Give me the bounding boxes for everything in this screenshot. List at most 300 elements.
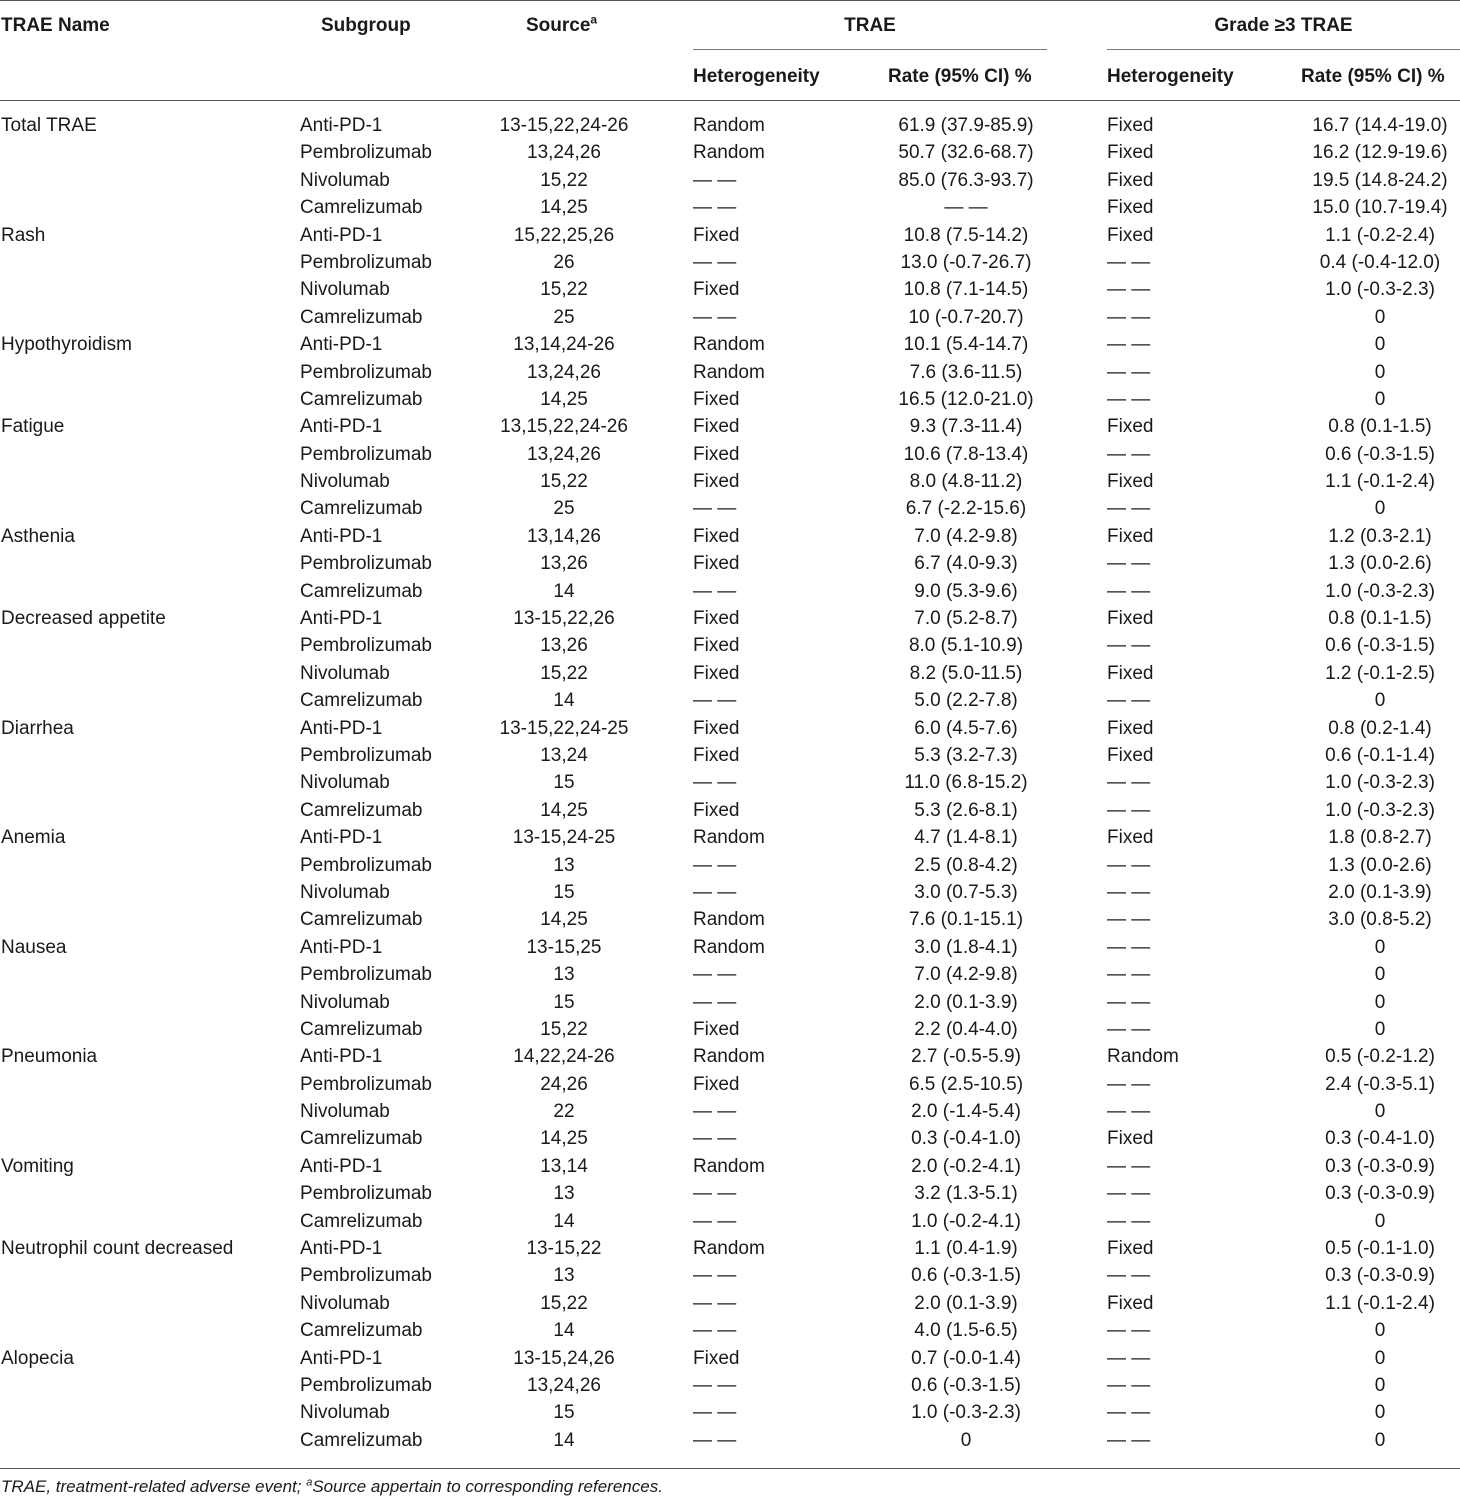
cell-trae-name: Total TRAE: [1, 115, 97, 136]
cell-subgroup: Camrelizumab: [300, 1018, 423, 1040]
cell-subgroup: Camrelizumab: [300, 799, 423, 821]
cell-subgroup: Camrelizumab: [300, 690, 423, 712]
table-row: [0, 167, 1460, 194]
cell-grade3-heterogeneity: Fixed: [1107, 662, 1154, 684]
header-trae-group: TRAE: [844, 15, 896, 36]
table-row: [0, 1071, 1460, 1098]
cell-trae-rate: 1.0 (-0.3-2.3): [911, 1402, 1021, 1424]
table-row: [0, 906, 1460, 933]
cell-trae-heterogeneity: — —: [693, 964, 737, 986]
cell-source: 13,14,26: [527, 525, 601, 547]
table-row: [0, 249, 1460, 276]
table-row: [0, 742, 1460, 769]
cell-trae-name: Vomiting: [1, 1155, 74, 1177]
cell-grade3-heterogeneity: — —: [1107, 553, 1151, 575]
cell-trae-rate: 3.0 (1.8-4.1): [914, 936, 1018, 958]
cell-grade3-rate: 0: [1374, 991, 1386, 1013]
table-footnote: [1, 1475, 663, 1499]
cell-grade3-heterogeneity: — —: [1107, 443, 1151, 465]
cell-trae-rate: 3.0 (0.7-5.3): [914, 881, 1018, 903]
cell-subgroup: Anti-PD-1: [300, 224, 383, 246]
cell-source: 13: [553, 1183, 575, 1205]
table-row: [0, 495, 1460, 522]
table-row: [0, 769, 1460, 796]
cell-source: 13,14,24-26: [513, 334, 615, 356]
cell-trae-heterogeneity: — —: [693, 1128, 737, 1150]
cell-source: 13: [553, 964, 575, 986]
cell-grade3-rate: 2.4 (-0.3-5.1): [1325, 1073, 1435, 1095]
cell-grade3-rate: 2.0 (0.1-3.9): [1328, 881, 1432, 903]
table-row: [0, 1290, 1460, 1317]
table-bottom-rule: [0, 1468, 1460, 1469]
cell-grade3-heterogeneity: — —: [1107, 279, 1151, 301]
cell-trae-rate: 1.1 (0.4-1.9): [914, 1238, 1018, 1260]
cell-grade3-heterogeneity: Fixed: [1107, 608, 1154, 630]
cell-subgroup: Anti-PD-1: [300, 334, 383, 356]
cell-source: 13-15,25: [526, 936, 602, 958]
table-row: [0, 632, 1460, 659]
cell-trae-rate: 8.2 (5.0-11.5): [909, 662, 1023, 684]
table-row: [0, 1372, 1460, 1399]
header-source-superscript: a: [590, 12, 598, 27]
cell-trae-rate: 5.3 (2.6-8.1): [914, 799, 1018, 821]
cell-grade3-heterogeneity: — —: [1107, 1101, 1151, 1123]
cell-subgroup: Anti-PD-1: [300, 936, 383, 958]
table-row: [0, 441, 1460, 468]
cell-trae-rate: 6.7 (4.0-9.3): [914, 553, 1018, 575]
cell-trae-rate: 9.3 (7.3-11.4): [909, 416, 1023, 438]
cell-grade3-rate: 0.3 (-0.3-0.9): [1325, 1265, 1435, 1287]
cell-grade3-heterogeneity: — —: [1107, 1374, 1151, 1396]
cell-grade3-heterogeneity: — —: [1107, 334, 1151, 356]
cell-trae-heterogeneity: Fixed: [693, 1347, 740, 1369]
table-row: [0, 139, 1460, 166]
cell-trae-heterogeneity: Fixed: [693, 525, 740, 547]
cell-trae-heterogeneity: Fixed: [693, 1073, 740, 1095]
cell-grade3-heterogeneity: — —: [1107, 1320, 1151, 1342]
cell-trae-rate: 0.6 (-0.3-1.5): [911, 1374, 1021, 1396]
cell-grade3-heterogeneity: — —: [1107, 1347, 1151, 1369]
cell-subgroup: Camrelizumab: [300, 1429, 423, 1451]
table-row: [0, 331, 1460, 358]
table-row: [0, 1016, 1460, 1043]
cell-trae-rate: 10.1 (5.4-14.7): [903, 334, 1029, 356]
cell-trae-heterogeneity: Random: [693, 827, 765, 849]
cell-grade3-rate: 0.8 (0.1-1.5): [1328, 416, 1432, 438]
cell-grade3-heterogeneity: Fixed: [1107, 471, 1154, 493]
cell-grade3-rate: 0: [1374, 1374, 1386, 1396]
cell-source: 13,24,26: [527, 1374, 601, 1396]
cell-source: 14: [553, 1429, 575, 1451]
table-row: [0, 1345, 1460, 1372]
table-row: [0, 222, 1460, 249]
cell-trae-rate: 3.2 (1.3-5.1): [914, 1183, 1018, 1205]
cell-source: 15,22: [540, 662, 588, 684]
cell-trae-heterogeneity: — —: [693, 1183, 737, 1205]
cell-trae-heterogeneity: Fixed: [693, 1018, 740, 1040]
cell-grade3-heterogeneity: — —: [1107, 936, 1151, 958]
cell-grade3-rate: 16.2 (12.9-19.6): [1312, 142, 1448, 164]
cell-grade3-heterogeneity: — —: [1107, 1265, 1151, 1287]
table-row: [0, 687, 1460, 714]
cell-subgroup: Pembrolizumab: [300, 854, 432, 876]
cell-trae-heterogeneity: — —: [693, 772, 737, 794]
cell-trae-name: Decreased appetite: [1, 608, 166, 630]
cell-source: 13,14: [540, 1155, 588, 1177]
cell-trae-name: Fatigue: [1, 416, 65, 438]
cell-grade3-heterogeneity: — —: [1107, 1210, 1151, 1232]
cell-grade3-rate: 1.3 (0.0-2.6): [1328, 854, 1432, 876]
cell-grade3-rate: 1.1 (-0.1-2.4): [1325, 1292, 1435, 1314]
cell-trae-rate: 13.0 (-0.7-26.7): [900, 251, 1032, 273]
cell-grade3-heterogeneity: — —: [1107, 690, 1151, 712]
cell-source: 13-15,24-25: [512, 827, 616, 849]
cell-trae-heterogeneity: — —: [693, 1210, 737, 1232]
cell-subgroup: Pembrolizumab: [300, 553, 432, 575]
cell-trae-heterogeneity: — —: [693, 251, 737, 273]
cell-grade3-rate: 0: [1374, 1347, 1386, 1369]
cell-grade3-rate: 1.8 (0.8-2.7): [1328, 827, 1432, 849]
cell-grade3-rate: 0.3 (-0.3-0.9): [1325, 1155, 1435, 1177]
cell-source: 26: [553, 251, 575, 273]
table-row: [0, 989, 1460, 1016]
cell-source: 13,24,26: [527, 142, 601, 164]
cell-trae-heterogeneity: Fixed: [693, 279, 740, 301]
cell-trae-rate: 6.0 (4.5-7.6): [914, 717, 1018, 739]
cell-source: 14,22,24-26: [513, 1046, 615, 1068]
cell-trae-heterogeneity: Fixed: [693, 443, 740, 465]
cell-subgroup: Camrelizumab: [300, 197, 423, 219]
table-row: [0, 359, 1460, 386]
cell-trae-heterogeneity: — —: [693, 1101, 737, 1123]
cell-subgroup: Pembrolizumab: [300, 251, 432, 273]
header-trae-name: TRAE Name: [1, 15, 110, 36]
cell-grade3-rate: 0: [1374, 498, 1386, 520]
cell-subgroup: Nivolumab: [300, 279, 390, 301]
cell-trae-heterogeneity: — —: [693, 854, 737, 876]
cell-grade3-heterogeneity: — —: [1107, 881, 1151, 903]
table-row: [0, 550, 1460, 577]
table-row: [0, 523, 1460, 550]
table-row: [0, 961, 1460, 988]
header-grade3-group: Grade ≥3 TRAE: [1214, 15, 1353, 36]
cell-subgroup: Pembrolizumab: [300, 1374, 432, 1396]
cell-trae-heterogeneity: Fixed: [693, 799, 740, 821]
cell-trae-heterogeneity: Random: [693, 115, 765, 136]
cell-grade3-heterogeneity: Fixed: [1107, 525, 1154, 547]
cell-trae-name: Nausea: [1, 936, 67, 958]
cell-source: 13-15,22,26: [513, 608, 615, 630]
cell-trae-rate: 5.0 (2.2-7.8): [914, 690, 1018, 712]
cell-grade3-rate: 1.1 (-0.2-2.4): [1325, 224, 1435, 246]
table-row: [0, 112, 1460, 139]
cell-grade3-heterogeneity: — —: [1107, 964, 1151, 986]
cell-subgroup: Camrelizumab: [300, 1128, 423, 1150]
cell-trae-rate: 10.6 (7.8-13.4): [903, 443, 1029, 465]
cell-trae-heterogeneity: — —: [693, 1292, 737, 1314]
cell-subgroup: Pembrolizumab: [300, 635, 432, 657]
cell-trae-rate: 6.7 (-2.2-15.6): [905, 498, 1027, 520]
cell-source: 22: [553, 1101, 575, 1123]
cell-source: 25: [553, 306, 575, 328]
table-row: [0, 1235, 1460, 1262]
header-subgroup: Subgroup: [321, 15, 411, 36]
cell-source: 13,24,26: [527, 361, 601, 383]
cell-source: 15: [553, 991, 575, 1013]
cell-grade3-heterogeneity: — —: [1107, 1402, 1151, 1424]
cell-source: 14,25: [540, 197, 588, 219]
cell-trae-rate: 61.9 (37.9-85.9): [898, 115, 1034, 136]
cell-source: 24,26: [540, 1073, 588, 1095]
cell-subgroup: Anti-PD-1: [300, 1347, 383, 1369]
header-source: [526, 14, 597, 38]
cell-source: 13-15,22,24-26: [499, 115, 629, 136]
cell-trae-heterogeneity: Random: [693, 909, 765, 931]
table-row: [0, 1208, 1460, 1235]
cell-subgroup: Anti-PD-1: [300, 1046, 383, 1068]
table-row: [0, 276, 1460, 303]
cell-trae-rate: 10.8 (7.1-14.5): [903, 279, 1029, 301]
cell-grade3-heterogeneity: — —: [1107, 1429, 1151, 1451]
cell-grade3-heterogeneity: Fixed: [1107, 115, 1154, 136]
cell-trae-rate: 2.5 (0.8-4.2): [914, 854, 1018, 876]
cell-trae-name: Hypothyroidism: [1, 334, 132, 356]
cell-trae-heterogeneity: Random: [693, 361, 765, 383]
cell-grade3-heterogeneity: — —: [1107, 854, 1151, 876]
cell-grade3-heterogeneity: Fixed: [1107, 744, 1154, 766]
cell-grade3-heterogeneity: Fixed: [1107, 142, 1154, 164]
cell-subgroup: Anti-PD-1: [300, 525, 383, 547]
cell-trae-name: Anemia: [1, 827, 66, 849]
footnote-abbreviation: TRAE, treatment-related adverse event;: [1, 1477, 307, 1496]
table-row: [0, 1098, 1460, 1125]
cell-source: 13-15,22,24-25: [499, 717, 629, 739]
cell-source: 14: [553, 690, 575, 712]
cell-trae-rate: 9.0 (5.3-9.6): [914, 580, 1018, 602]
cell-grade3-rate: 0: [1374, 1101, 1386, 1123]
cell-source: 13-15,24,26: [513, 1347, 615, 1369]
cell-trae-heterogeneity: — —: [693, 498, 737, 520]
cell-subgroup: Pembrolizumab: [300, 443, 432, 465]
cell-subgroup: Pembrolizumab: [300, 361, 432, 383]
cell-trae-rate: 2.0 (-1.4-5.4): [911, 1101, 1021, 1123]
cell-source: 13,26: [540, 553, 588, 575]
cell-subgroup: Camrelizumab: [300, 388, 423, 410]
header-trae-heterogeneity: Heterogeneity: [693, 66, 820, 87]
cell-source: 15: [553, 772, 575, 794]
cell-source: 13,15,22,24-26: [500, 416, 628, 438]
cell-subgroup: Camrelizumab: [300, 306, 423, 328]
table-row: [0, 413, 1460, 440]
cell-trae-heterogeneity: — —: [693, 197, 737, 219]
cell-grade3-rate: 1.2 (0.3-2.1): [1328, 525, 1432, 547]
cell-source: 13: [553, 1265, 575, 1287]
cell-trae-heterogeneity: Fixed: [693, 416, 740, 438]
header-bottom-rule: [0, 100, 1460, 101]
cell-trae-rate: 85.0 (76.3-93.7): [898, 169, 1034, 191]
footnote-text: Source appertain to corresponding references.: [312, 1477, 663, 1496]
cell-grade3-heterogeneity: — —: [1107, 909, 1151, 931]
cell-trae-name: Asthenia: [1, 525, 75, 547]
cell-grade3-heterogeneity: — —: [1107, 1018, 1151, 1040]
cell-grade3-rate: 0: [1374, 936, 1386, 958]
cell-grade3-rate: 0.8 (0.1-1.5): [1328, 608, 1432, 630]
cell-source: 14,25: [540, 388, 588, 410]
table-row: [0, 1317, 1460, 1344]
cell-grade3-heterogeneity: Fixed: [1107, 827, 1154, 849]
table-body: [0, 112, 1460, 1454]
cell-trae-heterogeneity: — —: [693, 991, 737, 1013]
cell-source: 14: [553, 1320, 575, 1342]
cell-subgroup: Anti-PD-1: [300, 1155, 383, 1177]
cell-grade3-rate: 0: [1374, 361, 1386, 383]
table-row: [0, 715, 1460, 742]
cell-trae-heterogeneity: Random: [693, 334, 765, 356]
cell-subgroup: Nivolumab: [300, 471, 390, 493]
cell-subgroup: Camrelizumab: [300, 1210, 423, 1232]
cell-grade3-heterogeneity: Fixed: [1107, 224, 1154, 246]
footnote-superscript: a: [306, 1476, 313, 1489]
table-top-rule: [0, 0, 1460, 1]
cell-trae-heterogeneity: Random: [693, 936, 765, 958]
cell-source: 15,22: [540, 471, 588, 493]
cell-grade3-rate: 0: [1374, 1018, 1386, 1040]
cell-grade3-heterogeneity: Fixed: [1107, 717, 1154, 739]
cell-trae-rate: 2.7 (-0.5-5.9): [911, 1046, 1021, 1068]
cell-trae-heterogeneity: — —: [693, 1402, 737, 1424]
cell-trae-rate: 0: [960, 1429, 972, 1451]
cell-grade3-rate: 19.5 (14.8-24.2): [1312, 169, 1448, 191]
cell-subgroup: Camrelizumab: [300, 498, 423, 520]
table-row: [0, 468, 1460, 495]
cell-grade3-heterogeneity: — —: [1107, 1073, 1151, 1095]
cell-grade3-rate: 0.3 (-0.4-1.0): [1325, 1128, 1435, 1150]
cell-trae-rate: 2.0 (0.1-3.9): [914, 991, 1018, 1013]
table-row: [0, 879, 1460, 906]
cell-trae-heterogeneity: — —: [693, 1320, 737, 1342]
cell-grade3-heterogeneity: — —: [1107, 1183, 1151, 1205]
cell-grade3-rate: 3.0 (0.8-5.2): [1328, 909, 1432, 931]
table-row: [0, 852, 1460, 879]
table-row: [0, 1153, 1460, 1180]
cell-trae-heterogeneity: — —: [693, 881, 737, 903]
cell-trae-name: Neutrophil count decreased: [1, 1238, 234, 1260]
cell-trae-heterogeneity: Fixed: [693, 635, 740, 657]
cell-subgroup: Nivolumab: [300, 662, 390, 684]
cell-grade3-rate: 15.0 (10.7-19.4): [1312, 197, 1448, 219]
cell-trae-heterogeneity: Fixed: [693, 662, 740, 684]
cell-trae-rate: 7.6 (3.6-11.5): [909, 361, 1023, 383]
cell-trae-rate: 4.7 (1.4-8.1): [914, 827, 1018, 849]
cell-trae-rate: 7.0 (5.2-8.7): [914, 608, 1018, 630]
table-row: [0, 797, 1460, 824]
header-grade3-rate: Rate (95% CI) %: [1301, 66, 1445, 87]
cell-grade3-heterogeneity: Fixed: [1107, 1128, 1154, 1150]
cell-grade3-heterogeneity: — —: [1107, 1155, 1151, 1177]
cell-grade3-rate: 1.2 (-0.1-2.5): [1325, 662, 1435, 684]
cell-source: 14,25: [540, 1128, 588, 1150]
cell-trae-heterogeneity: Fixed: [693, 471, 740, 493]
cell-grade3-heterogeneity: — —: [1107, 799, 1151, 821]
cell-trae-rate: 0.3 (-0.4-1.0): [911, 1128, 1021, 1150]
cell-grade3-heterogeneity: Random: [1107, 1046, 1179, 1068]
cell-grade3-rate: 0: [1374, 1402, 1386, 1424]
cell-grade3-rate: 0.4 (-0.4-12.0): [1319, 251, 1441, 273]
cell-subgroup: Pembrolizumab: [300, 744, 432, 766]
cell-trae-rate: 10 (-0.7-20.7): [908, 306, 1024, 328]
table-row: [0, 1180, 1460, 1207]
cell-source: 14,25: [540, 799, 588, 821]
cell-subgroup: Pembrolizumab: [300, 964, 432, 986]
cell-grade3-rate: 0.6 (-0.3-1.5): [1325, 635, 1435, 657]
cell-trae-heterogeneity: Random: [693, 1155, 765, 1177]
cell-trae-name: Alopecia: [1, 1347, 74, 1369]
cell-source: 13,26: [540, 635, 588, 657]
cell-grade3-rate: 1.0 (-0.3-2.3): [1325, 279, 1435, 301]
cell-subgroup: Camrelizumab: [300, 1320, 423, 1342]
cell-trae-heterogeneity: Fixed: [693, 388, 740, 410]
table-row: [0, 1125, 1460, 1152]
cell-grade3-rate: 0.8 (0.2-1.4): [1328, 717, 1432, 739]
cell-subgroup: Nivolumab: [300, 169, 390, 191]
cell-trae-rate: 6.5 (2.5-10.5): [908, 1073, 1024, 1095]
cell-trae-rate: 0.6 (-0.3-1.5): [911, 1265, 1021, 1287]
cell-grade3-rate: 0: [1374, 306, 1386, 328]
cell-subgroup: Nivolumab: [300, 1292, 390, 1314]
header-grade3-heterogeneity: Heterogeneity: [1107, 66, 1234, 87]
cell-trae-rate: 10.8 (7.5-14.2): [903, 224, 1029, 246]
cell-grade3-heterogeneity: Fixed: [1107, 1238, 1154, 1260]
cell-trae-rate: 2.2 (0.4-4.0): [914, 1018, 1018, 1040]
cell-source: 15,22: [540, 169, 588, 191]
cell-trae-rate: 7.6 (0.1-15.1): [908, 909, 1024, 931]
cell-grade3-heterogeneity: — —: [1107, 251, 1151, 273]
cell-source: 14: [553, 580, 575, 602]
cell-source: 15: [553, 1402, 575, 1424]
cell-trae-heterogeneity: Fixed: [693, 553, 740, 575]
cell-grade3-rate: 0.3 (-0.3-0.9): [1325, 1183, 1435, 1205]
cell-trae-name: Diarrhea: [1, 717, 74, 739]
cell-trae-heterogeneity: Fixed: [693, 608, 740, 630]
cell-trae-rate: 5.3 (3.2-7.3): [914, 744, 1018, 766]
cell-trae-heterogeneity: — —: [693, 1265, 737, 1287]
cell-grade3-rate: 0: [1374, 1429, 1386, 1451]
trae-group-rule: [693, 49, 1047, 50]
cell-subgroup: Pembrolizumab: [300, 1265, 432, 1287]
header-source-label: Source: [526, 15, 591, 36]
cell-subgroup: Nivolumab: [300, 881, 390, 903]
table-row: [0, 1399, 1460, 1426]
cell-grade3-rate: 16.7 (14.4-19.0): [1312, 115, 1448, 136]
cell-grade3-heterogeneity: — —: [1107, 580, 1151, 602]
cell-trae-heterogeneity: Random: [693, 1238, 765, 1260]
cell-trae-rate: 50.7 (32.6-68.7): [898, 142, 1034, 164]
cell-grade3-heterogeneity: Fixed: [1107, 416, 1154, 438]
cell-subgroup: Anti-PD-1: [300, 1238, 383, 1260]
cell-grade3-rate: 0: [1374, 1320, 1386, 1342]
cell-subgroup: Pembrolizumab: [300, 142, 432, 164]
table-row: [0, 605, 1460, 632]
cell-trae-name: Pneumonia: [1, 1046, 98, 1068]
cell-trae-heterogeneity: — —: [693, 306, 737, 328]
cell-subgroup: Pembrolizumab: [300, 1183, 432, 1205]
cell-subgroup: Nivolumab: [300, 772, 390, 794]
cell-grade3-rate: 0: [1374, 334, 1386, 356]
cell-trae-heterogeneity: — —: [693, 690, 737, 712]
cell-trae-heterogeneity: Fixed: [693, 717, 740, 739]
cell-source: 13-15,22: [526, 1238, 602, 1260]
cell-subgroup: Nivolumab: [300, 1402, 390, 1424]
